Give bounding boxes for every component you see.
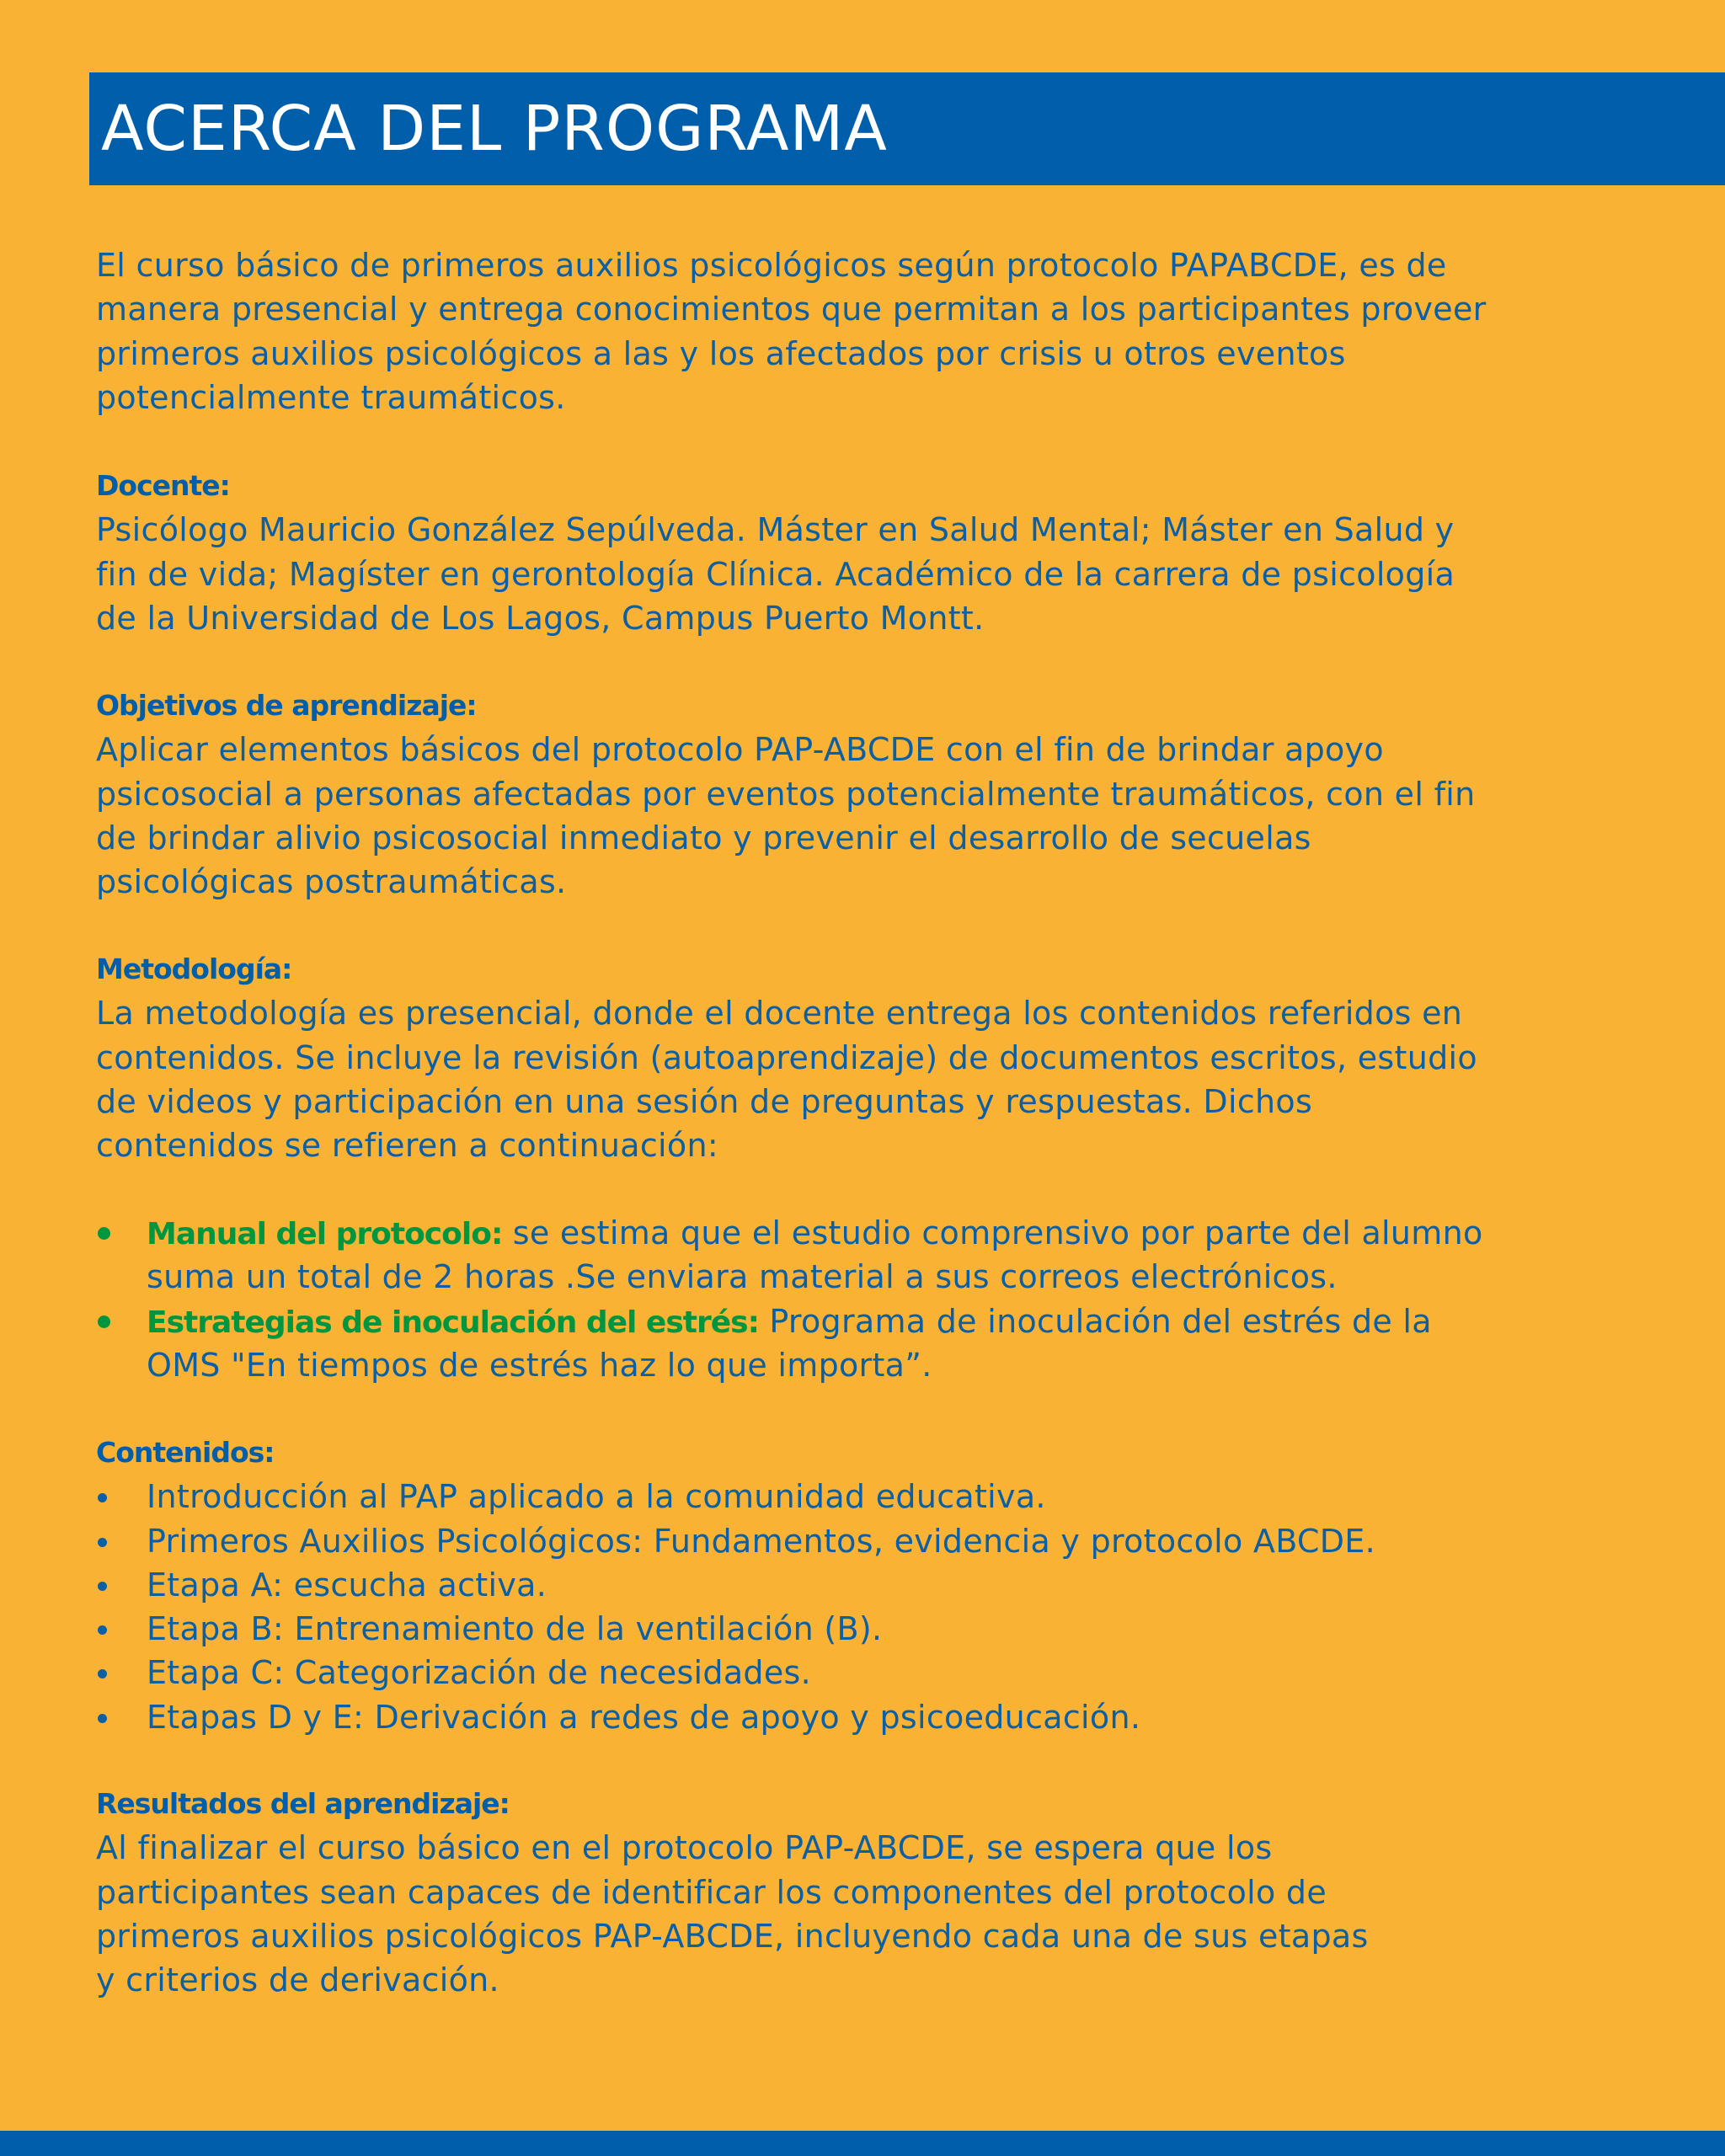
intro-line: potencialmente traumáticos. xyxy=(96,378,566,416)
objetivos-line: de brindar alivio psicosocial inmediato y prevenir el desarrollo de secuelas xyxy=(96,819,1311,857)
item-text: suma un total de 2 horas .Se enviara material a sus correos electrónicos. xyxy=(147,1258,1338,1296)
bullet-icon xyxy=(98,1582,107,1591)
objetivos-line: Aplicar elementos básicos del protocolo PAP-ABCDE con el fin de brindar apoyo xyxy=(96,731,1384,769)
list-item xyxy=(96,1651,1663,1694)
list-item xyxy=(96,1211,1663,1299)
resultados-line: Al finalizar el curso básico en el protocolo PAP-ABCDE, se espera que los xyxy=(96,1829,1273,1867)
list-item xyxy=(96,1519,1663,1563)
docente-line: de la Universidad de Los Lagos, Campus Puerto Montt. xyxy=(96,599,985,637)
docente-line: Psicólogo Mauricio González Sepúlveda. Máster en Salud Mental; Máster en Salud y xyxy=(96,511,1455,549)
bottom-bar xyxy=(0,2131,1725,2156)
resultados-heading: Resultados del aprendizaje: xyxy=(96,1787,510,1820)
list-item-text: Etapa A: escucha activa. xyxy=(147,1566,547,1604)
item-label: Manual del protocolo: xyxy=(147,1217,503,1251)
item-label: Estrategias de inoculación del estrés: xyxy=(147,1305,759,1340)
objetivos-heading: Objetivos de aprendizaje: xyxy=(96,689,477,722)
intro-line: El curso básico de primeros auxilios psicológicos según protocolo PAPABCDE, es de xyxy=(96,247,1447,284)
contenidos-heading: Contenidos: xyxy=(96,1436,275,1469)
list-item xyxy=(96,1475,1663,1518)
bullet-icon xyxy=(98,1714,107,1723)
resultados-line: primeros auxilios psicológicos PAP-ABCDE, incluyendo cada una de sus etapas xyxy=(96,1917,1369,1955)
objetivos-section xyxy=(96,684,1663,904)
page-title: ACERCA DEL PROGRAMA xyxy=(101,93,888,165)
metodologia-line: contenidos se refieren a continuación: xyxy=(96,1127,718,1165)
list-item xyxy=(96,1695,1663,1739)
docente-line: fin de vida; Magíster en gerontología Clínica. Académico de la carrera de psicología xyxy=(96,555,1455,593)
item-text: OMS "En tiempos de estrés haz lo que importa”. xyxy=(147,1346,932,1384)
bullet-icon xyxy=(98,1315,110,1328)
bullet-icon xyxy=(98,1669,107,1678)
list-item-text: Primeros Auxilios Psicológicos: Fundamentos, evidencia y protocolo ABCDE. xyxy=(147,1522,1375,1560)
list-item xyxy=(96,1563,1663,1607)
list-item-text: Introducción al PAP aplicado a la comunidad educativa. xyxy=(147,1478,1046,1516)
bullet-icon xyxy=(98,1538,107,1547)
metodologia-section xyxy=(96,947,1663,1167)
objetivos-line: psicosocial a personas afectadas por eventos potencialmente traumáticos, con el fin xyxy=(96,775,1476,813)
docente-section xyxy=(96,464,1663,640)
intro-line: manera presencial y entrega conocimientos que permitan a los participantes proveer xyxy=(96,291,1487,328)
list-item-text: Etapa C: Categorización de necesidades. xyxy=(147,1654,811,1692)
resultados-line: y criterios de derivación. xyxy=(96,1961,499,1999)
list-item-text: Etapa B: Entrenamiento de la ventilación (B). xyxy=(147,1610,883,1648)
resultados-line: participantes sean capaces de identificar los componentes del protocolo de xyxy=(96,1873,1327,1911)
bullet-icon xyxy=(98,1227,110,1240)
intro-paragraph xyxy=(96,243,1663,419)
item-text: se estima que el estudio comprensivo por parte del alumno xyxy=(502,1214,1483,1251)
metodologia-items xyxy=(96,1211,1663,1387)
list-item-text: Etapas D y E: Derivación a redes de apoyo y psicoeducación. xyxy=(147,1698,1141,1736)
metodologia-heading: Metodología: xyxy=(96,953,292,985)
bullet-icon xyxy=(98,1625,107,1635)
title-bar xyxy=(89,72,1725,185)
list-item xyxy=(96,1607,1663,1651)
metodologia-line: La metodología es presencial, donde el docente entrega los contenidos referidos en xyxy=(96,995,1463,1033)
metodologia-line: contenidos. Se incluye la revisión (autoaprendizaje) de documentos escritos, estudio xyxy=(96,1038,1477,1076)
docente-heading: Docente: xyxy=(96,469,230,502)
intro-line: primeros auxilios psicológicos a las y los afectados por crisis u otros eventos xyxy=(96,334,1346,372)
bullet-icon xyxy=(98,1493,107,1502)
objetivos-line: psicológicas postraumáticas. xyxy=(96,863,567,901)
list-item xyxy=(96,1299,1663,1388)
contenidos-section xyxy=(96,1431,1663,1739)
resultados-section xyxy=(96,1782,1663,2002)
metodologia-line: de videos y participación en una sesión de preguntas y respuestas. Dichos xyxy=(96,1082,1313,1120)
item-text: Programa de inoculación del estrés de la xyxy=(758,1302,1432,1340)
